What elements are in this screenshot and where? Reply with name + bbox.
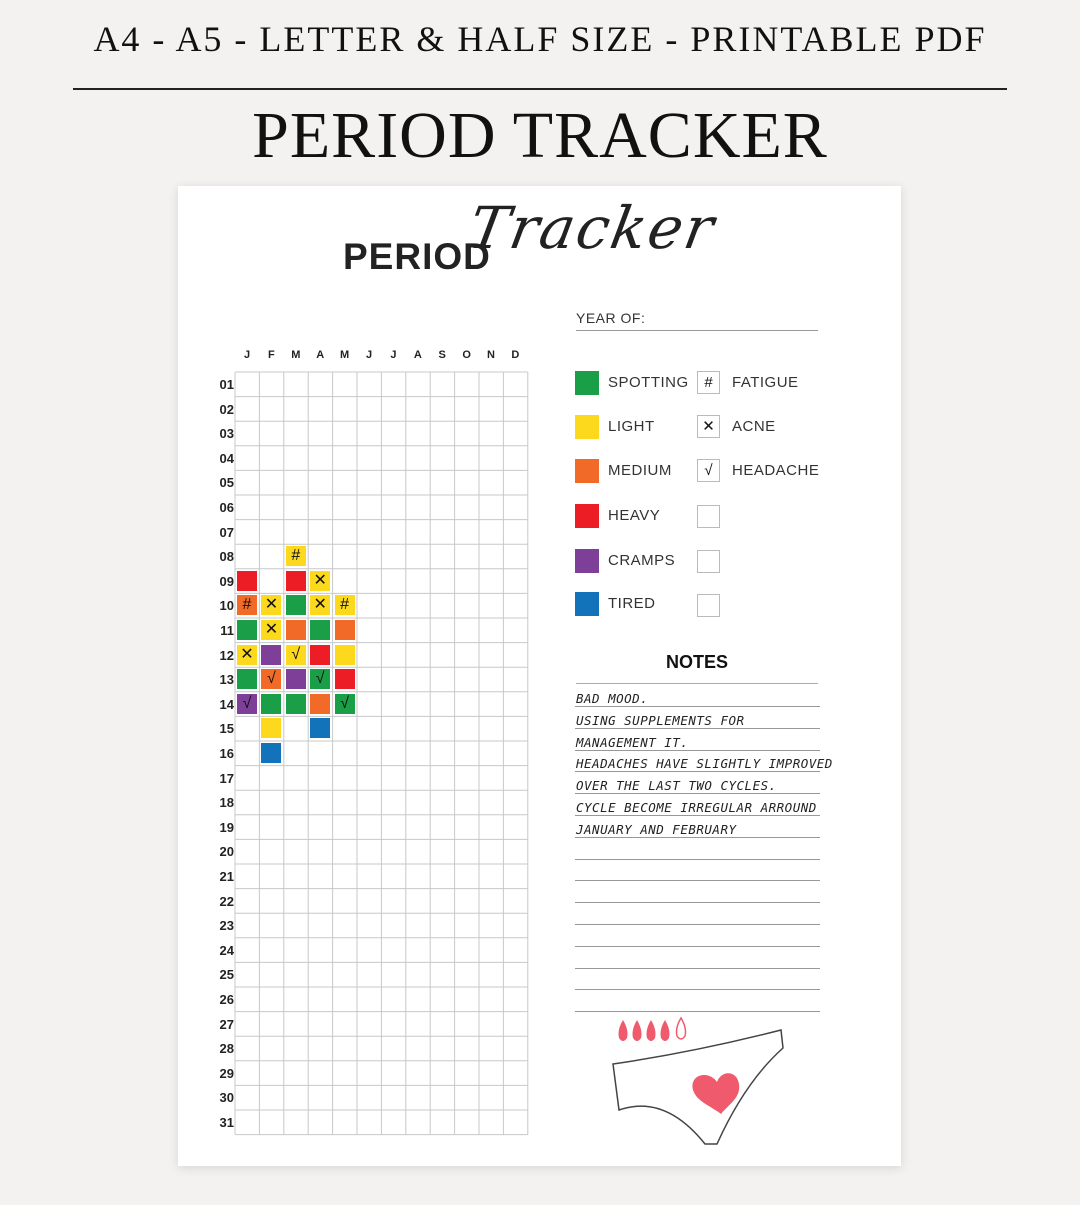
note-line — [575, 771, 820, 772]
acne-icon: ✕ — [697, 415, 720, 438]
fatigue-icon: # — [291, 547, 301, 565]
month-label: N — [487, 349, 495, 361]
note-line — [575, 706, 820, 707]
day-label: 19 — [219, 819, 234, 835]
note-text: JANUARY AND FEBRUARY — [576, 822, 737, 837]
day-label: 01 — [219, 377, 234, 392]
tracker-cell-spotting[interactable] — [286, 595, 306, 615]
tracker-cell-spotting[interactable] — [237, 669, 257, 689]
legend-empty-box — [697, 550, 720, 573]
tracker-cell-spotting[interactable] — [237, 620, 257, 640]
day-label: 18 — [219, 795, 234, 811]
acne-icon: ✕ — [313, 596, 327, 614]
month-label: M — [340, 349, 350, 361]
day-label: 17 — [219, 770, 234, 786]
headache-icon: √ — [267, 670, 276, 688]
headache-icon: √ — [291, 645, 301, 663]
month-label: J — [390, 349, 397, 361]
year-of-line — [576, 330, 818, 331]
legend-label-light: LIGHT — [608, 418, 655, 435]
fatigue-icon: # — [697, 371, 720, 394]
month-label: A — [316, 349, 325, 361]
tracker-cell-light[interactable] — [261, 718, 281, 738]
tracker-cell-heavy[interactable] — [335, 669, 355, 689]
headache-icon: √ — [340, 694, 349, 712]
day-label: 22 — [219, 893, 234, 909]
month-label: D — [511, 349, 520, 361]
day-label: 28 — [219, 1041, 234, 1057]
day-label: 13 — [219, 672, 234, 688]
tracker-cell-medium[interactable] — [310, 694, 330, 714]
legend-empty-box — [697, 594, 720, 617]
month-label: J — [365, 349, 373, 361]
acne-icon: ✕ — [240, 645, 254, 663]
legend-label-tired: TIRED — [608, 595, 656, 612]
day-label: 12 — [219, 647, 234, 663]
underwear-illustration — [605, 1012, 805, 1152]
day-label: 23 — [219, 918, 234, 934]
day-label: 31 — [219, 1115, 234, 1130]
day-label: 26 — [219, 992, 234, 1007]
note-text: MANAGEMENT IT. — [576, 735, 689, 750]
day-label: 30 — [219, 1090, 234, 1106]
headache-icon: √ — [242, 694, 252, 712]
headache-icon: √ — [697, 459, 720, 482]
year-of-label: YEAR OF: — [576, 310, 646, 326]
note-line — [575, 924, 820, 925]
month-label: A — [413, 349, 422, 361]
day-label: 14 — [219, 696, 234, 712]
legend-label-fatigue: FATIGUE — [732, 374, 799, 391]
tracker-cell-heavy[interactable] — [237, 571, 257, 591]
tracker-cell-light[interactable] — [335, 645, 355, 665]
day-label: 15 — [219, 721, 234, 737]
day-label: 29 — [219, 1065, 234, 1081]
legend-label-spotting: SPOTTING — [608, 374, 689, 391]
day-label: 16 — [219, 746, 234, 761]
tracker-cell-tired[interactable] — [310, 718, 330, 738]
day-label: 11 — [220, 623, 234, 638]
day-label: 05 — [219, 475, 234, 491]
tracker-cell-cramps[interactable] — [286, 669, 306, 689]
day-label: 09 — [219, 573, 234, 589]
legend-swatch-cramps — [575, 549, 599, 573]
day-label: 08 — [219, 549, 234, 565]
note-line — [575, 880, 820, 881]
tracker-cell-spotting[interactable] — [286, 694, 306, 714]
note-line — [575, 968, 820, 969]
day-label: 21 — [219, 869, 234, 884]
day-label: 10 — [219, 598, 234, 614]
tracker-cell-spotting[interactable] — [261, 694, 281, 714]
day-label: 07 — [219, 524, 234, 540]
note-text: BAD MOOD. — [576, 691, 649, 706]
day-label: 04 — [219, 450, 234, 466]
day-label: 03 — [219, 426, 234, 442]
drop-icons — [619, 1018, 686, 1041]
note-line — [575, 902, 820, 903]
tracker-cell-spotting[interactable] — [310, 620, 330, 640]
note-text: CYCLE BECOME IRREGULAR ARROUND — [576, 800, 817, 815]
sheet-title: PERIOD — [343, 236, 491, 277]
page-banner: A4 - A5 - LETTER & HALF SIZE - PRINTABLE PDF — [93, 19, 987, 59]
tracker-cell-cramps[interactable] — [261, 645, 281, 665]
fatigue-icon: # — [242, 596, 252, 614]
notes-divider — [576, 683, 818, 684]
legend-label-heavy: HEAVY — [608, 507, 661, 524]
note-line — [575, 750, 820, 751]
legend-label-headache: HEADACHE — [732, 462, 820, 479]
note-text: HEADACHES HAVE SLIGHTLY IMPROVED — [576, 756, 833, 771]
legend-swatch-light — [575, 415, 599, 439]
day-label: 27 — [219, 1016, 234, 1032]
month-label: M — [291, 349, 301, 361]
legend-empty-box — [697, 505, 720, 528]
note-line — [575, 837, 820, 838]
banner-divider — [73, 88, 1007, 90]
note-text: OVER THE LAST TWO CYCLES. — [576, 778, 777, 793]
legend-swatch-heavy — [575, 504, 599, 528]
day-label: 20 — [219, 844, 234, 860]
note-line — [575, 728, 820, 729]
tracker-cell-medium[interactable] — [335, 620, 355, 640]
tracker-cell-heavy[interactable] — [310, 645, 330, 665]
tracker-cell-tired[interactable] — [261, 743, 281, 763]
day-label: 02 — [219, 401, 234, 417]
headache-icon: √ — [315, 670, 325, 688]
note-line — [575, 946, 820, 947]
day-label: 06 — [219, 500, 234, 515]
acne-icon: ✕ — [264, 596, 279, 614]
legend-label-acne: ACNE — [732, 418, 776, 435]
day-label: 24 — [219, 942, 234, 958]
month-label: O — [462, 349, 471, 361]
note-line — [575, 793, 820, 794]
fatigue-icon: # — [340, 596, 350, 614]
acne-icon: ✕ — [313, 571, 327, 589]
legend-label-medium: MEDIUM — [608, 462, 672, 479]
month-label: F — [268, 349, 275, 361]
acne-icon: ✕ — [264, 621, 279, 638]
legend-swatch-tired — [575, 592, 599, 616]
month-label: S — [438, 349, 446, 361]
tracker-cell-heavy[interactable] — [286, 571, 306, 591]
sheet-title-script: Tracker — [464, 194, 721, 262]
tracker-cell-medium[interactable] — [286, 620, 306, 640]
day-label: 25 — [219, 967, 234, 983]
note-text: USING SUPPLEMENTS FOR — [576, 713, 745, 728]
month-label: J — [243, 349, 251, 361]
note-line — [575, 859, 820, 860]
note-line — [575, 815, 820, 816]
note-line — [575, 989, 820, 990]
legend-swatch-spotting — [575, 371, 599, 395]
legend-swatch-medium — [575, 459, 599, 483]
legend-label-cramps: CRAMPS — [608, 552, 676, 569]
page-title: PERIOD TRACKER — [252, 99, 828, 172]
notes-title: NOTES — [665, 652, 728, 672]
